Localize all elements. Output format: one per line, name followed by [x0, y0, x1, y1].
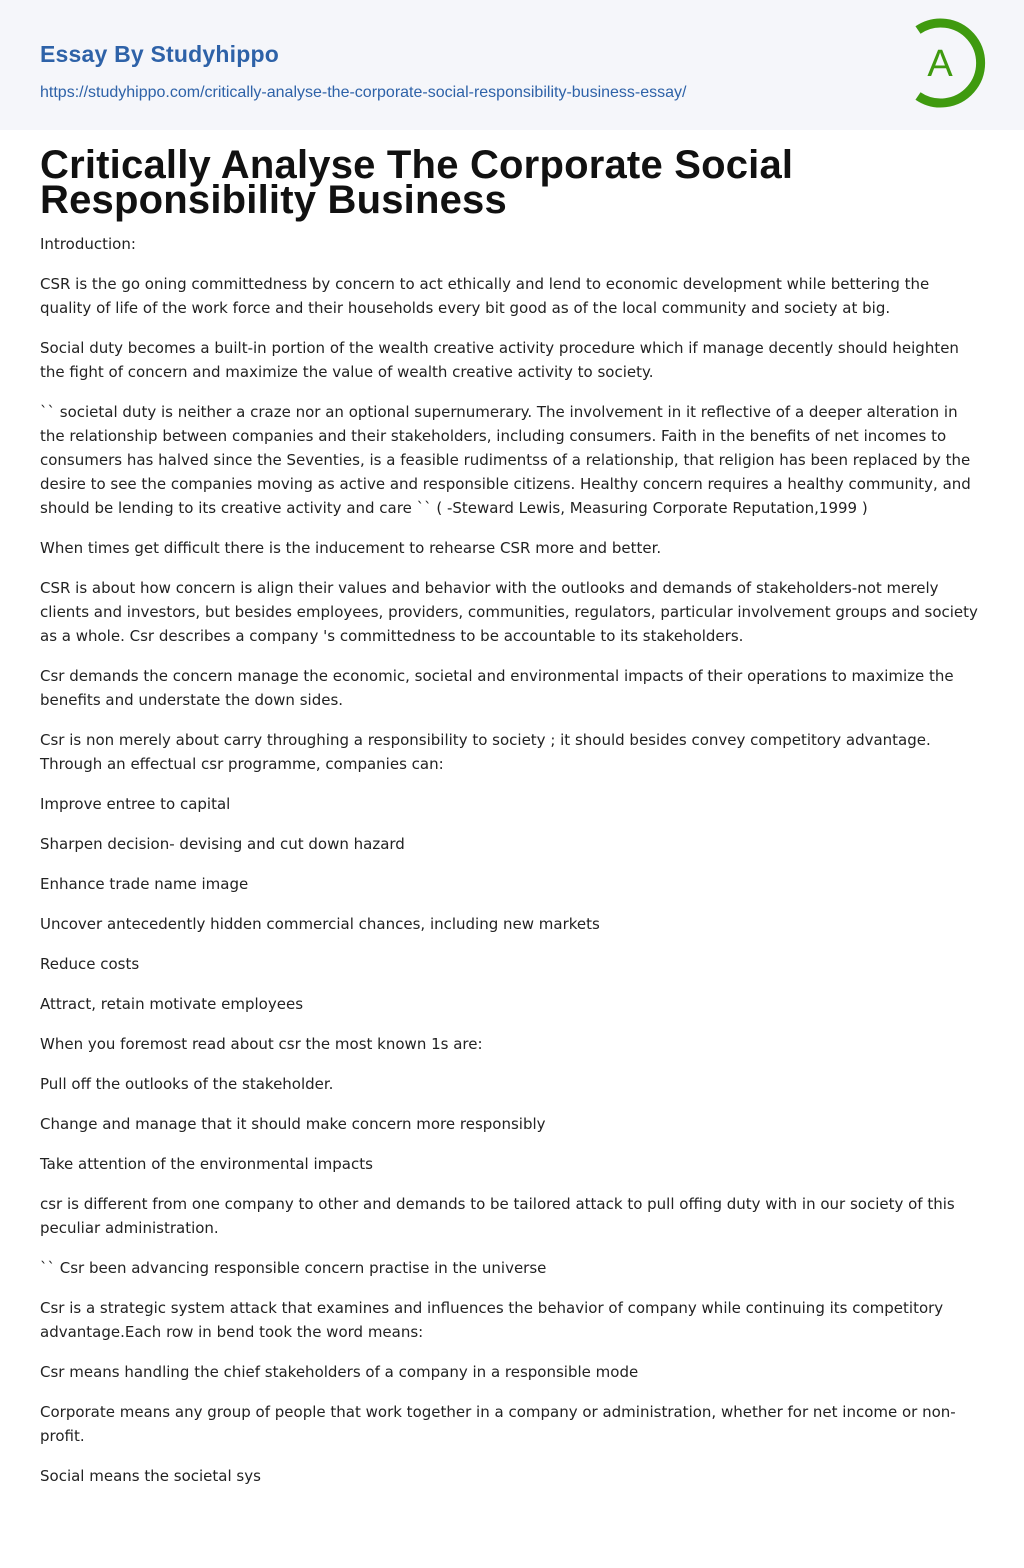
paragraph: Uncover antecedently hidden commercial chances, including new markets [40, 915, 600, 933]
paragraph: CSR is the go oning committedness by concern to act ethically and lend to economic development while bettering the quality of life of the work force and their households every bit good as of the local community and society at big. [40, 275, 930, 317]
paragraph: Csr means handling the chief stakeholders of a company in a responsible mode [40, 1363, 639, 1381]
paragraph: Csr is a strategic system attack that examines and influences the behavior of company while continuing its competitory advantage.Each row in bend took the word means: [40, 1299, 944, 1341]
paragraph: Take attention of the environmental impacts [40, 1155, 373, 1173]
paragraph: Change and manage that it should make concern more responsibly [40, 1115, 546, 1133]
paragraph: `` Csr been advancing responsible concern practise in the universe [40, 1259, 547, 1277]
paragraph: Corporate means any group of people that work together in a company or administration, whether for net income or non-profit. [40, 1403, 956, 1445]
paragraph: CSR is about how concern is align their values and behavior with the outlooks and demands of stakeholders-not merely clients and investors, but besides employees, providers, communities, regulators, particular involvement groups and society as a whole. Csr describes a company 's committedness to be accountable to its stakeholders. [40, 579, 978, 645]
site-header [0, 0, 1024, 130]
paragraph: Pull off the outlooks of the stakeholder. [40, 1075, 334, 1093]
paragraph: csr is different from one company to other and demands to be tailored attack to pull offing duty with in our society of this peculiar administration. [40, 1195, 955, 1237]
paragraph: Social means the societal sys [40, 1467, 261, 1485]
paragraph: Sharpen decision- devising and cut down hazard [40, 835, 405, 853]
paragraph: Social duty becomes a built-in portion of the wealth creative activity procedure which if manage decently should heighten the fight of concern and maximize the value of wealth creative activity to society. [40, 339, 959, 381]
paragraph: Improve entree to capital [40, 795, 231, 813]
paragraph: Enhance trade name image [40, 875, 249, 893]
studyhippo-logo-icon[interactable] [906, 18, 990, 108]
article-body [40, 232, 984, 1488]
article [0, 130, 1024, 1488]
paragraph: When you foremost read about csr the most known 1s are: [40, 1035, 483, 1053]
brand-title[interactable]: Essay By Studyhippo [40, 41, 279, 67]
article-title: Critically Analyse The Corporate Social Responsibility Business [40, 143, 794, 222]
logo-letter: A [927, 43, 953, 85]
paragraph: When times get difficult there is the inducement to rehearse CSR more and better. [40, 539, 662, 557]
paragraph: Introduction: [40, 235, 136, 253]
paragraph: Csr is non merely about carry throughing a responsibility to society ; it should besides convey competitory advantage. Through an effectual csr programme, companies can: [40, 731, 931, 773]
essay-url-link[interactable]: https://studyhippo.com/critically-analyse-the-corporate-social-responsibility-business-essay/ [40, 84, 687, 101]
paragraph: `` societal duty is neither a craze nor an optional supernumerary. The involvement in it reflective of a deeper alteration in the relationship between companies and their stakeholders, including consumers. Faith in the benefits of net incomes to consumers has halved since the Seventies, is a feasible rudimentss of a relationship, that religion has been replaced by the desire to see the companies moving as active and responsible citizens. Healthy concern requires a healthy community, and should be lending to its creative activity and care `` ( -Steward Lewis, Measuring Corporate Reputation,1999 ) [40, 403, 971, 517]
paragraph: Reduce costs [40, 955, 140, 973]
paragraph: Csr demands the concern manage the economic, societal and environmental impacts of their operations to maximize the benefits and understate the down sides. [40, 667, 954, 709]
paragraph: Attract, retain motivate employees [40, 995, 304, 1013]
